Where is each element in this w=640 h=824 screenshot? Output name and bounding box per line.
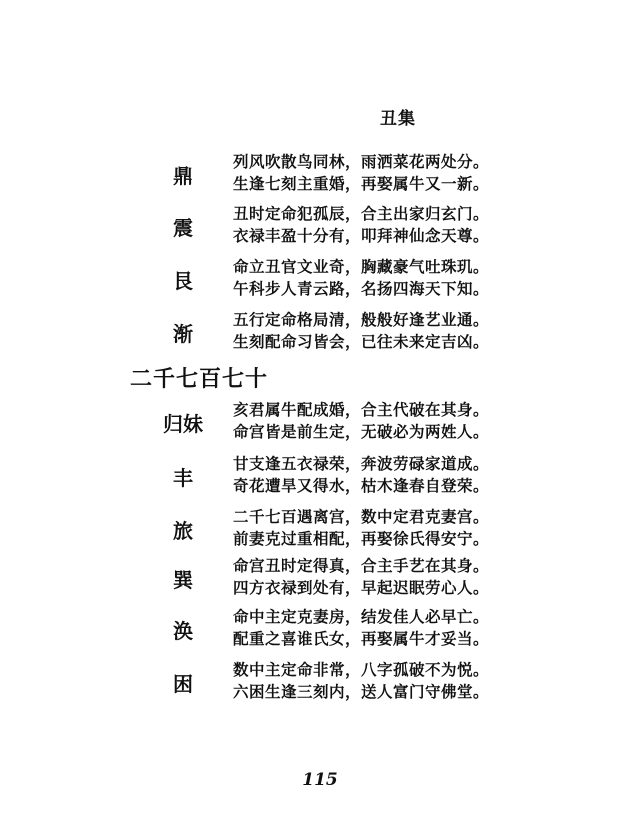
gua-name: 丰 [173,466,193,490]
gua-name: 巽 [173,568,193,592]
verse-line-1: 数中主定命非常，八字孤破不为悦。 [233,660,490,679]
verse-line-2: 午科步人青云路，名扬四海天下知。 [233,279,490,298]
verse-entry [0,660,640,700]
gua-name: 困 [173,672,193,696]
verse-line-2: 衣禄丰盈十分有，叩拜神仙念天尊。 [233,226,490,245]
verse-entry [0,204,640,244]
verse-line-1: 亥君属牛配成婚，合主代破在其身。 [233,400,490,419]
verse-line-1: 二千七百遇离宫，数中定君克妻宫。 [233,507,490,526]
verse-entry [0,152,640,192]
verse-entry [0,607,640,647]
verse-line-1: 命立丑官文业奇，胸藏豪气吐珠玑。 [233,257,490,276]
gua-name: 归妹 [163,412,203,436]
gua-name: 涣 [173,619,193,643]
verse-line-2: 生逢七刻主重婚，再娶属牛又一新。 [233,174,490,193]
header-title: 丑集 [380,109,416,129]
verse-entry [0,556,640,596]
verse-line-2: 命宫皆是前生定，无破必为两姓人。 [233,422,490,441]
verse-line-2: 六困生逢三刻内，送人富门守佛堂。 [233,682,490,701]
verse-line-1: 丑时定命犯孤辰，合主出家归玄门。 [233,204,490,223]
verse-line-1: 五行定命格局清，般般好逢艺业通。 [233,310,490,329]
verse-entry [0,507,640,547]
gua-name: 鼎 [173,164,193,188]
gua-name: 渐 [173,322,193,346]
verse-line-2: 前妻克过重相配，再娶徐氏得安宁。 [233,529,490,548]
verse-entry [0,400,640,440]
gua-name: 震 [173,216,193,240]
gua-name: 旅 [173,519,193,543]
verse-line-2: 奇花遭旱又得水，枯木逢春自登荣。 [233,476,490,495]
section-title: 二千七百七十 [130,366,269,392]
verse-entry [0,257,640,297]
verse-line-2: 四方衣禄到处有，早起迟眠劳心人。 [233,578,490,597]
verse-line-2: 配重之喜谁氏女，再娶属牛才妥当。 [233,629,490,648]
verse-line-1: 甘支逢五衣禄荣，奔波劳碌家道成。 [233,454,490,473]
verse-entry [0,310,640,350]
page-number: 115 [302,770,338,790]
verse-line-1: 命中主定克妻房，结发佳人必早亡。 [233,607,490,626]
verse-line-1: 列风吹散鸟同林，雨洒菜花两处分。 [233,152,490,171]
gua-name: 艮 [173,269,193,293]
verse-entry [0,454,640,494]
verse-line-1: 命宫丑时定得真，合主手艺在其身。 [233,556,490,575]
verse-line-2: 生刻配命习皆会，已往未来定吉凶。 [233,332,490,351]
